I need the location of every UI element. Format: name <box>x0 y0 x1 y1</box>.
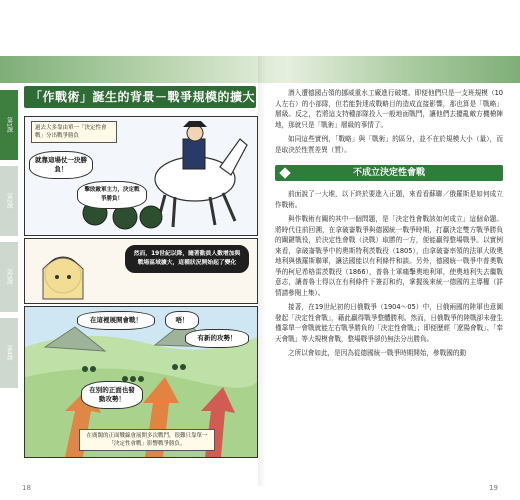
comic-caption-bottom: 在廣闊的正面戰線會展開多次戰鬥，很難只靠單一「決定性會戰」影響戰爭勝負。 <box>79 429 215 451</box>
speech-bubble-defeat-main-force: 擊敗敵軍主力，決定戰爭勝負！ <box>77 181 147 209</box>
speech-bubble-other-front: 在別的正面也發動攻勢！ <box>81 381 143 409</box>
tab-chapter-3[interactable]: 第3課 <box>0 242 18 312</box>
tab-chapter-4[interactable]: 第4課 <box>0 318 18 388</box>
comic-panel-battle-map <box>24 306 258 458</box>
paragraph: 潛入遭德國占領的挪威重水工廠進行破壞。即便他們只是一支班規模（10人左右）的小部隊，但若能對達成戰略目的造成直接影響，那也算是「戰略」層級。反之，若將這支特種部隊投入一般地面戰鬥，讓他們去擾亂敵方機槍陣地，那就只是「戰術」層級的事情了。 <box>275 89 503 129</box>
page-gutter <box>258 56 266 486</box>
speech-bubble-exclaim: 唔！ <box>165 311 199 330</box>
page-number-right: 19 <box>489 484 498 492</box>
speech-bubble-start-battle: 在這裡展開會戰！ <box>77 311 155 330</box>
paragraph: 接著，在19世紀初的日俄戰爭（1904～05）中，日俄兩國的陸軍也意圖發起「決定性會戰」，藉此贏得戰爭整體勝利。然而，日俄戰爭的陸戰卻未發生僅靠單一會戰就能左右戰爭勝負的「決定性會戰」；即便歷經「遼陽會戰」、「奉天會戰」等大規模會戰，整場戰爭卻仍無法分出勝負。 <box>275 303 503 343</box>
section-heading: 不成立決定性會戰 <box>275 165 503 181</box>
comic-panel-napoleon <box>24 116 258 236</box>
speech-bubble-decisive: 就靠這場仗一決勝負！ <box>29 151 93 179</box>
comic-caption-top: 過去大多靠由單一「決定性會戰」分出戰爭勝負 <box>31 121 117 143</box>
paragraph: 之所以會如此，是因為從德國統一戰爭時期開始，參戰國的動 <box>288 349 467 357</box>
chapter-tabs <box>0 90 18 390</box>
paragraph: 如同這些實例，「戰略」與「戰術」的區分，並不在於規模大小（量），而是取決於性質差異（質）。 <box>275 135 503 154</box>
speech-bubble-19th-century: 然而，19世紀以降，隨著動員人數增加與戰場區域擴大，這種狀況開始起了變化 <box>125 245 249 273</box>
page-number-left: 18 <box>22 484 31 492</box>
right-page <box>275 88 503 363</box>
comic-strip <box>24 116 256 456</box>
tab-chapter-2[interactable]: 第2課 <box>0 166 18 236</box>
comic-panel-narrator <box>24 238 258 304</box>
left-page <box>24 86 256 456</box>
paragraph: 與作戰術有關的其中一個問題，是「決定性會戰該如何成立」這個命題。將時代往前回溯，在拿破崙戰爭與德國統一戰爭時期，打贏決定雙方戰爭勝負的關鍵戰役，於決定性會戰（決戰）取勝的一方，便能贏得整場戰爭。以實例來看，拿破崙戰爭中的奧斯特利茨戰役（1805），由拿破崙率領的法軍大敗奧地利與俄羅斯聯軍，讓法國能以有利條件和談。另外，德國統一戰爭中普奧戰爭的柯尼希格雷茨戰役（1866），普魯士軍痛擊奧地利軍，使奧地利失去繼戰意志，讓普魯士得以在有利條件下簽訂和約，掌握後來統一德國的主導權（詳情請參閱上集）。 <box>275 215 503 297</box>
paragraph: 前面說了一大堆，以下終於要進入正題，來看看蘇聯／俄羅斯是如何成立作戰術。 <box>275 190 503 209</box>
page-title: 「作戰術」誕生的背景－戰爭規模的擴大 <box>24 86 256 108</box>
tab-chapter-1[interactable]: 第1課 <box>0 90 18 160</box>
speech-bubble-new-offensive: 有新的攻勢！ <box>185 329 249 348</box>
